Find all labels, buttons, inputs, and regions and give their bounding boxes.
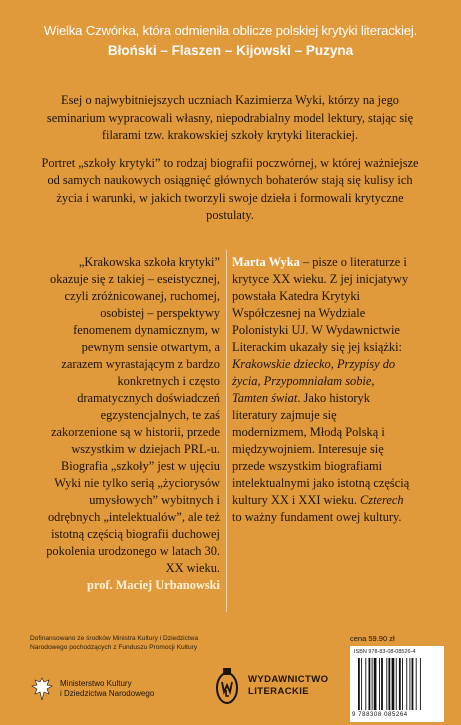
book-title-czterech: Czterech: [360, 493, 404, 507]
ministry-logo-block: [30, 676, 154, 702]
review-quote: „Krakowska szkoła krytyki” okazuje się z takiej – eseistycznej, czyli zróżnicowanej, ruchomej, osobistej – perspektywy fenomenem dynamicznym, w pewnym sensie otwartym, a zarazem wyrastającym z bardzo konkretnych i często dramatycznych doświadczeń egzystencjalnych, te zaś zakorzenione są w historii, przede wszystkim w dziejach PRL-u. Biografia „szkoły” jest w ujęciu Wyki nie tylko serią „życiorysów umysłowych” wybitnych i odrębnych „intelektualów”, ale też istotną częścią biografii duchowej pokolenia urodzonego w latach 30. XX wieku.: [46, 255, 220, 575]
barcode-block: [350, 634, 444, 722]
barcode-bars: [358, 658, 438, 710]
author-bio-column: [232, 254, 410, 526]
ministry-line-1: Ministerstwo Kultury: [60, 679, 132, 688]
ministry-line-2: i Dziedzictwa Narodowego: [60, 689, 155, 698]
publisher-logo-block: [214, 666, 328, 706]
bio-part-2: . Jako historyk literatury zajmuje się modernizmem, Młodą Polską i międzywojniem. Interesuje się przede wszystkim biografiami intelektualnymi jako istotną częścią kultury XX i XXI wieku.: [232, 391, 410, 507]
publisher-name: [248, 674, 328, 698]
book-titles: Krakowskie dziecko, Przypisy do życia, Przypomniałam sobie, Tamten świat: [232, 357, 396, 405]
column-divider: [226, 250, 227, 612]
price-label: cena 59.90 zł: [350, 634, 395, 643]
publisher-line-1: WYDAWNICTWO: [248, 674, 329, 685]
authors-line: Błoński – Flaszen – Kijowski – Puzyna: [107, 43, 354, 58]
funding-note: Dofinansowano ze środków Ministra Kultury i Dziedzictwa Narodowego pochodzących z Funduszu Promocji Kultury: [30, 635, 199, 651]
publisher-line-2: LITERACKIE: [248, 686, 309, 697]
tagline: Wielka Czwórka, która odmieniła oblicze polskiej krytyki literackiej.: [43, 23, 418, 38]
eagle-emblem-icon: [30, 676, 54, 702]
isbn-text: ISBN 978-83-08-08526-4: [354, 649, 416, 655]
intro-paragraph-2: Portret „szkoły krytyki” to rodzaj biografii poczwórnej, w której ważniejsze od samych naukowych osiągnięć głównych bohaterów stają się kulisy ich życia i warunki, w jakich tworzyli swoje dzieła i formowali krytyczne postulaty.: [41, 155, 419, 222]
review-signature: prof. Maciej Urbanowski: [87, 578, 220, 592]
ministry-name: [60, 679, 154, 699]
intro-text: [40, 92, 420, 225]
wl-publisher-logo-icon: [214, 666, 240, 706]
author-bio: [232, 254, 410, 526]
barcode-number: 9 788308 085264: [352, 712, 408, 718]
barcode: [350, 646, 444, 722]
author-name: Marta Wyka: [232, 255, 300, 269]
review-quote-column: [46, 254, 220, 594]
bio-part-1: – pisze o literaturze i krytyce XX wieku. Z jej inicjatywy powstała Katedra Krytyki Współczesnej na Wydziale Polonistyki UJ. W Wydawnictwie Literackim ukazały się jej książki:: [232, 255, 409, 354]
bio-part-3: to ważny fundament owej kultury.: [232, 510, 402, 524]
intro-paragraph-1: Esej o najwybitniejszych uczniach Kazimierza Wyki, którzy na jego seminarium wypracowali własny, niepodrabialny model lektury, stając się filarami tzw. krakowskiej szkoły krytyki literackiej.: [46, 93, 414, 142]
cover-header: [0, 22, 461, 61]
